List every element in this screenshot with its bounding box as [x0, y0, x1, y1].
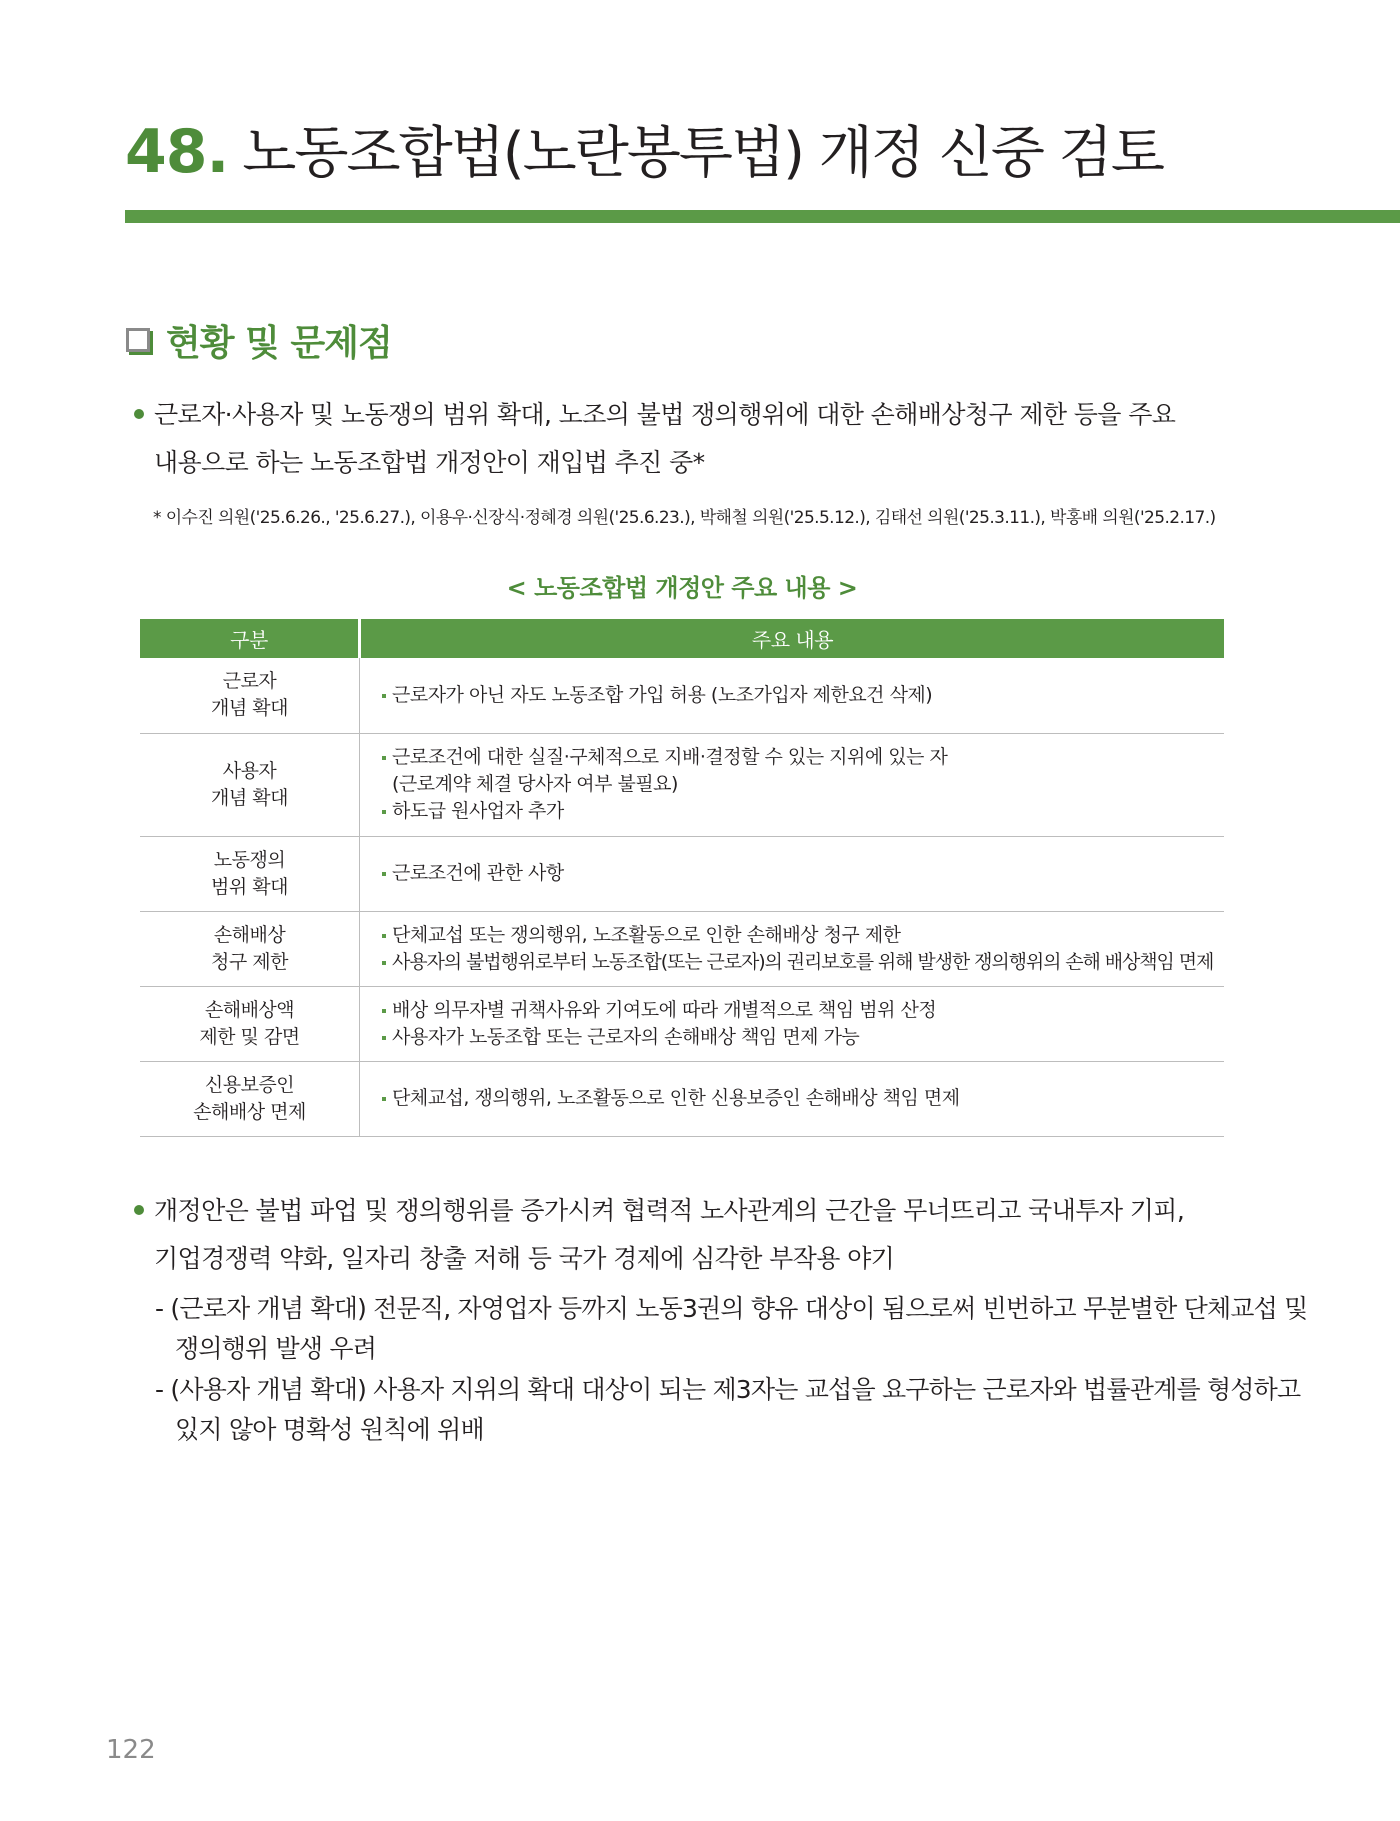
- amendment-table: [140, 619, 1224, 1137]
- column-header-content: 주요 내용: [360, 619, 1225, 658]
- table-header-row: [140, 619, 1224, 658]
- section-title: 현황 및 문제점: [166, 322, 392, 364]
- page-title: [125, 112, 1285, 192]
- square-icon: [126, 328, 150, 352]
- title-number: 48.: [125, 117, 229, 187]
- row-category: 신용보증인 손해배상 면제: [140, 1061, 360, 1136]
- content-item: 사용자가 노동조합 또는 근로자의 손해배상 책임 면제 가능: [382, 1024, 1223, 1051]
- dash-item-1: [155, 1289, 1308, 1369]
- bullet-dot-icon: [134, 1205, 144, 1215]
- bullet-paragraph-2: [130, 1187, 1230, 1283]
- table-row: [140, 836, 1224, 911]
- row-content: [360, 836, 1225, 911]
- dash-line: 있지 않아 명확성 원칙에 위배: [175, 1415, 484, 1444]
- row-content: [360, 1061, 1225, 1136]
- column-header-category: 구분: [140, 619, 360, 658]
- row-content: [360, 733, 1225, 836]
- content-item-continuation: (근로계약 체결 당사자 여부 불필요): [392, 773, 678, 795]
- page-number: 122: [106, 1735, 156, 1765]
- table-row: [140, 911, 1224, 986]
- row-content: [360, 986, 1225, 1061]
- title-text: 노동조합법(노란봉투법) 개정 신중 검토: [242, 121, 1163, 186]
- footnote: * 이수진 의원('25.6.26., '25.6.27.), 이용우·신장식·정혜경 의원('25.6.23.), 박해철 의원('25.5.12.), 김태선 의원('25.3.11.), 박홍배 의원('25.2.17.): [153, 508, 1216, 528]
- table-row: [140, 658, 1224, 733]
- row-category: 손해배상 청구 제한: [140, 911, 360, 986]
- paragraph-line: 내용으로 하는 노동조합법 개정안이 재입법 추진 중*: [154, 448, 705, 477]
- content-item: 근로조건에 대한 실질·구체적으로 지배·결정할 수 있는 지위에 있는 자: [382, 744, 1223, 771]
- row-category: 노동쟁의 범위 확대: [140, 836, 360, 911]
- content-item: 단체교섭 또는 쟁의행위, 노조활동으로 인한 손해배상 청구 제한: [382, 922, 1223, 949]
- dash-item-2: [155, 1370, 1301, 1450]
- table-row: [140, 986, 1224, 1061]
- row-category: 손해배상액 제한 및 감면: [140, 986, 360, 1061]
- paragraph-line: 개정안은 불법 파업 및 쟁의행위를 증가시켜 협력적 노사관계의 근간을 무너뜨리고 국내투자 기피,: [154, 1196, 1185, 1225]
- dash-line: - (사용자 개념 확대) 사용자 지위의 확대 대상이 되는 제3자는 교섭을 요구하는 근로자와 법률관계를 형성하고: [155, 1375, 1301, 1404]
- bullet-dot-icon: [134, 409, 144, 419]
- content-item: 근로자가 아닌 자도 노동조합 가입 허용 (노조가입자 제한요건 삭제): [382, 682, 1223, 709]
- table-caption: < 노동조합법 개정안 주요 내용 >: [506, 574, 858, 602]
- dash-line: 쟁의행위 발생 우려: [175, 1334, 377, 1363]
- title-divider: [125, 210, 1400, 223]
- row-content: [360, 911, 1225, 986]
- row-content: [360, 658, 1225, 733]
- content-item: 단체교섭, 쟁의행위, 노조활동으로 인한 신용보증인 손해배상 책임 면제: [382, 1085, 1223, 1112]
- row-category: 사용자 개념 확대: [140, 733, 360, 836]
- bullet-paragraph-1: [130, 391, 1230, 487]
- dash-line: - (근로자 개념 확대) 전문직, 자영업자 등까지 노동3권의 향유 대상이 됨으로써 빈번하고 무분별한 단체교섭 및: [155, 1294, 1308, 1323]
- paragraph-line: 기업경쟁력 약화, 일자리 창출 저해 등 국가 경제에 심각한 부작용 야기: [154, 1244, 895, 1273]
- paragraph-line: 근로자·사용자 및 노동쟁의 범위 확대, 노조의 불법 쟁의행위에 대한 손해배상청구 제한 등을 주요: [154, 400, 1176, 429]
- row-category: 근로자 개념 확대: [140, 658, 360, 733]
- content-item: 배상 의무자별 귀책사유와 기여도에 따라 개별적으로 책임 범위 산정: [382, 997, 1223, 1024]
- table-row: [140, 733, 1224, 836]
- content-item: 사용자의 불법행위로부터 노동조합(또는 근로자)의 권리보호를 위해 발생한 쟁의행위의 손해 배상책임 면제: [382, 949, 1223, 976]
- content-item: 하도급 원사업자 추가: [382, 798, 1223, 825]
- content-item: 근로조건에 관한 사항: [382, 860, 1223, 887]
- table-row: [140, 1061, 1224, 1136]
- section-heading: [126, 318, 392, 362]
